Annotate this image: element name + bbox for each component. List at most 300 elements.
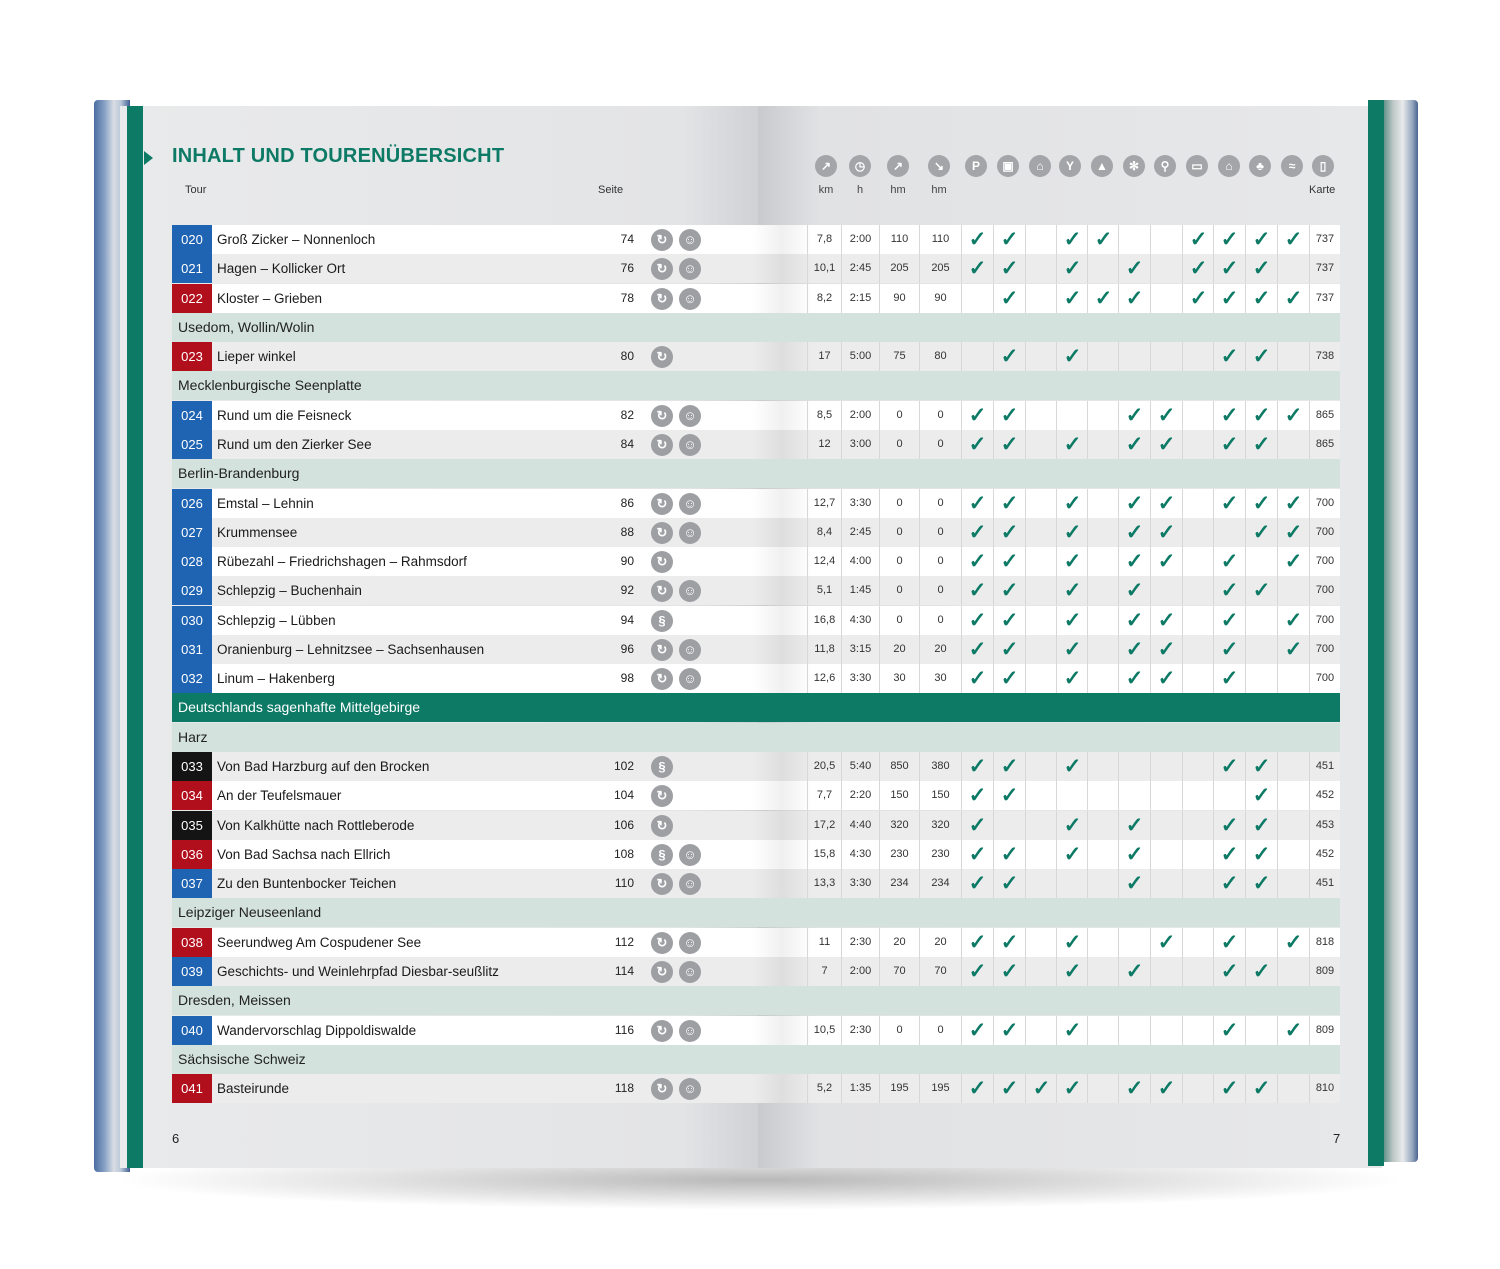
- tour-ascent: 20: [879, 928, 919, 957]
- feature-check-hut-icon: [1087, 576, 1119, 605]
- tour-descent: 320: [919, 811, 961, 840]
- tour-map: 700: [1309, 576, 1340, 605]
- feature-check-bike-icon: ✓: [1150, 635, 1182, 664]
- feature-check-forest-icon: ✓: [1245, 518, 1277, 547]
- feature-check-cable-car-icon: [1025, 547, 1057, 576]
- feature-check-bike-icon: ✓: [1150, 606, 1182, 635]
- family-bear-icon: ☺: [679, 668, 701, 690]
- feature-check-accommodation-icon: [1182, 489, 1214, 518]
- feature-check-accommodation-icon: [1182, 430, 1214, 459]
- feature-check-restaurant-icon: ✓: [1056, 284, 1088, 313]
- tour-ascent: 0: [879, 576, 919, 605]
- feature-check-swimming-icon: ✓: [1277, 401, 1309, 430]
- linear-tour-icon: §: [651, 844, 673, 866]
- feature-check-public-transport-icon: [993, 811, 1025, 840]
- tour-km: 7,8: [807, 225, 841, 254]
- feature-check-accommodation-icon: [1182, 752, 1214, 781]
- tour-descent: 90: [919, 284, 961, 313]
- round-tour-icon: ↻: [651, 493, 673, 515]
- feature-check-restaurant-icon: [1056, 869, 1088, 898]
- tour-name[interactable]: Rund um die Feisneck: [217, 407, 352, 423]
- feature-check-public-transport-icon: ✓: [993, 840, 1025, 869]
- feature-check-cable-car-icon: [1025, 225, 1057, 254]
- header-hm-down: hm: [931, 184, 947, 196]
- feature-check-winter-icon: ✓: [1118, 576, 1150, 605]
- feature-check-restaurant-icon: ✓: [1056, 811, 1088, 840]
- section-header: [172, 1045, 1340, 1074]
- swimming-icon: ≈: [1281, 155, 1303, 177]
- feature-check-forest-icon: ✓: [1245, 840, 1277, 869]
- tour-number: 034: [172, 781, 212, 810]
- feature-check-swimming-icon: ✓: [1277, 928, 1309, 957]
- feature-check-winter-icon: [1118, 752, 1150, 781]
- feature-check-museum-icon: ✓: [1213, 957, 1245, 986]
- feature-check-cable-car-icon: [1025, 752, 1057, 781]
- tour-map: 865: [1309, 430, 1340, 459]
- gutter-shade: [752, 547, 812, 576]
- feature-check-cable-car-icon: [1025, 254, 1057, 283]
- forest-icon: ♣: [1249, 155, 1271, 177]
- table-row: [172, 576, 1340, 605]
- winter-icon: ✻: [1123, 155, 1145, 177]
- feature-check-restaurant-icon: ✓: [1056, 576, 1088, 605]
- section-header: [172, 459, 1340, 488]
- feature-check-restaurant-icon: ✓: [1056, 342, 1088, 371]
- tour-page: 94: [620, 612, 634, 627]
- feature-check-museum-icon: ✓: [1213, 225, 1245, 254]
- feature-check-winter-icon: [1118, 1016, 1150, 1045]
- tour-km: 11,8: [807, 635, 841, 664]
- tour-page: 104: [613, 788, 634, 803]
- feature-check-bike-icon: [1150, 1016, 1182, 1045]
- feature-check-parking-icon: ✓: [961, 547, 993, 576]
- tour-descent: 205: [919, 254, 961, 283]
- feature-check-forest-icon: ✓: [1245, 781, 1277, 810]
- tour-map: 700: [1309, 664, 1340, 693]
- feature-check-winter-icon: ✓: [1118, 284, 1150, 313]
- gutter-shade: [752, 254, 812, 283]
- feature-check-forest-icon: ✓: [1245, 811, 1277, 840]
- feature-check-swimming-icon: ✓: [1277, 635, 1309, 664]
- tour-km: 8,2: [807, 284, 841, 313]
- tour-name[interactable]: Wandervorschlag Dippoldiswalde: [217, 1022, 417, 1038]
- family-bear-icon: ☺: [679, 1020, 701, 1042]
- feature-check-winter-icon: [1118, 225, 1150, 254]
- tour-descent: 20: [919, 928, 961, 957]
- feature-check-cable-car-icon: [1025, 635, 1057, 664]
- tour-page: 116: [614, 1022, 634, 1037]
- round-tour-icon: ↻: [651, 258, 673, 280]
- header-km: km: [818, 184, 834, 196]
- round-tour-icon: ↻: [651, 961, 673, 983]
- feature-check-parking-icon: ✓: [961, 1074, 993, 1103]
- feature-check-winter-icon: ✓: [1118, 518, 1150, 547]
- feature-check-restaurant-icon: [1056, 781, 1088, 810]
- feature-check-parking-icon: ✓: [961, 752, 993, 781]
- section-label: Harz: [178, 728, 208, 745]
- feature-check-winter-icon: ✓: [1118, 547, 1150, 576]
- tour-name[interactable]: Seerundweg Am Cospudener See: [217, 934, 422, 950]
- tour-map: 810: [1309, 1074, 1340, 1103]
- feature-check-forest-icon: ✓: [1245, 957, 1277, 986]
- feature-check-hut-icon: ✓: [1087, 225, 1119, 254]
- header-tour: Tour: [185, 184, 207, 196]
- feature-check-swimming-icon: ✓: [1277, 1016, 1309, 1045]
- tour-name[interactable]: Kloster – Grieben: [217, 290, 323, 306]
- feature-check-hut-icon: [1087, 401, 1119, 430]
- tour-name[interactable]: Oranienburg – Lehnitzsee – Sachsenhausen: [217, 641, 485, 657]
- tour-duration: 2:20: [841, 781, 879, 810]
- feature-check-museum-icon: ✓: [1213, 254, 1245, 283]
- feature-check-accommodation-icon: [1182, 869, 1214, 898]
- tour-number: 033: [172, 752, 212, 781]
- tour-page: 78: [620, 290, 634, 305]
- tour-name[interactable]: Rund um den Zierker See: [217, 436, 372, 452]
- feature-check-parking-icon: ✓: [961, 489, 993, 518]
- tour-ascent: 230: [879, 840, 919, 869]
- clock-icon: ◷: [849, 155, 871, 177]
- feature-check-cable-car-icon: [1025, 606, 1057, 635]
- feature-check-public-transport-icon: ✓: [993, 254, 1025, 283]
- tour-number: 041: [172, 1074, 212, 1103]
- feature-check-restaurant-icon: [1056, 401, 1088, 430]
- feature-check-swimming-icon: [1277, 869, 1309, 898]
- feature-check-parking-icon: ✓: [961, 840, 993, 869]
- feature-check-public-transport-icon: ✓: [993, 664, 1025, 693]
- feature-check-swimming-icon: [1277, 840, 1309, 869]
- feature-check-parking-icon: ✓: [961, 957, 993, 986]
- round-tour-icon: ↻: [651, 1020, 673, 1042]
- feature-check-winter-icon: ✓: [1118, 811, 1150, 840]
- tour-ascent: 110: [879, 225, 919, 254]
- feature-check-public-transport-icon: ✓: [993, 606, 1025, 635]
- gutter-shade: [752, 225, 812, 254]
- tour-page: 114: [614, 964, 634, 978]
- feature-check-winter-icon: ✓: [1118, 489, 1150, 518]
- tour-name[interactable]: Von Kalkhütte nach Rottleberode: [217, 817, 415, 833]
- cable-car-icon: ⌂: [1029, 155, 1051, 177]
- tour-name[interactable]: Rübezahl – Friedrichshagen – Rahmsdorf: [217, 554, 467, 570]
- tour-name[interactable]: Von Bad Sachsa nach Ellrich: [217, 846, 391, 862]
- tour-page: 112: [614, 934, 634, 949]
- tour-map: 700: [1309, 518, 1340, 547]
- tour-duration: 3:30: [841, 869, 879, 898]
- section-label: Sächsische Schweiz: [178, 1050, 306, 1067]
- tour-ascent: 0: [879, 401, 919, 430]
- gutter-shade: [752, 811, 812, 840]
- feature-check-forest-icon: ✓: [1245, 254, 1277, 283]
- tour-page: 102: [613, 759, 634, 774]
- round-tour-icon: ↻: [651, 522, 673, 544]
- feature-check-winter-icon: ✓: [1118, 840, 1150, 869]
- linear-tour-icon: §: [651, 610, 673, 632]
- tour-km: 13,3: [807, 869, 841, 898]
- feature-check-accommodation-icon: [1182, 576, 1214, 605]
- feature-check-public-transport-icon: ✓: [993, 489, 1025, 518]
- feature-check-swimming-icon: [1277, 957, 1309, 986]
- feature-check-accommodation-icon: [1182, 957, 1214, 986]
- feature-check-public-transport-icon: ✓: [993, 635, 1025, 664]
- bike-icon: ⚲: [1154, 155, 1176, 177]
- tour-duration: 2:30: [841, 928, 879, 957]
- gutter-shade: [752, 928, 812, 957]
- round-tour-icon: ↻: [651, 1078, 673, 1100]
- tour-number: 024: [172, 401, 212, 430]
- feature-check-parking-icon: [961, 284, 993, 313]
- tour-map: 700: [1309, 547, 1340, 576]
- tour-duration: 2:45: [841, 254, 879, 283]
- feature-check-museum-icon: ✓: [1213, 342, 1245, 371]
- feature-check-swimming-icon: ✓: [1277, 606, 1309, 635]
- tour-ascent: 150: [879, 781, 919, 810]
- section-label: Deutschlands sagenhafte Mittelgebirge: [178, 699, 421, 716]
- feature-check-museum-icon: ✓: [1213, 664, 1245, 693]
- page-number-right: 7: [1333, 1131, 1341, 1146]
- tour-name[interactable]: Schlepzig – Lübben: [217, 612, 336, 628]
- tour-name[interactable]: Schlepzig – Buchenhain: [217, 583, 362, 599]
- feature-check-museum-icon: ✓: [1213, 1016, 1245, 1045]
- feature-check-bike-icon: ✓: [1150, 401, 1182, 430]
- feature-check-museum-icon: ✓: [1213, 547, 1245, 576]
- tour-km: 5,2: [807, 1074, 841, 1103]
- tour-descent: 80: [919, 342, 961, 371]
- family-bear-icon: ☺: [679, 493, 701, 515]
- tour-ascent: 0: [879, 606, 919, 635]
- feature-check-swimming-icon: ✓: [1277, 489, 1309, 518]
- table-row: [172, 664, 1340, 693]
- feature-check-restaurant-icon: ✓: [1056, 752, 1088, 781]
- feature-check-hut-icon: [1087, 254, 1119, 283]
- feature-check-public-transport-icon: ✓: [993, 518, 1025, 547]
- feature-check-hut-icon: [1087, 869, 1119, 898]
- tour-map: 451: [1309, 869, 1340, 898]
- feature-check-cable-car-icon: [1025, 957, 1057, 986]
- feature-check-cable-car-icon: [1025, 928, 1057, 957]
- tour-descent: 110: [919, 225, 961, 254]
- tour-duration: 2:30: [841, 1016, 879, 1045]
- feature-check-winter-icon: ✓: [1118, 254, 1150, 283]
- feature-check-winter-icon: [1118, 781, 1150, 810]
- tour-number: 031: [172, 635, 212, 664]
- tour-page: 110: [614, 876, 634, 891]
- museum-icon: ⌂: [1218, 155, 1240, 177]
- tour-duration: 1:45: [841, 576, 879, 605]
- tour-duration: 2:00: [841, 225, 879, 254]
- tour-name[interactable]: An der Teufelsmauer: [217, 788, 342, 804]
- round-tour-icon: ↻: [651, 668, 673, 690]
- tour-km: 8,4: [807, 518, 841, 547]
- tour-page: 118: [614, 1081, 634, 1096]
- tour-km: 11: [807, 928, 841, 957]
- feature-check-public-transport-icon: ✓: [993, 1074, 1025, 1103]
- tour-name[interactable]: Emstal – Lehnin: [217, 495, 314, 511]
- feature-check-swimming-icon: [1277, 254, 1309, 283]
- section-label: Mecklenburgische Seenplatte: [178, 377, 362, 394]
- tour-descent: 0: [919, 576, 961, 605]
- tour-page: 76: [620, 261, 634, 276]
- feature-check-parking-icon: [961, 342, 993, 371]
- feature-check-museum-icon: ✓: [1213, 869, 1245, 898]
- feature-check-parking-icon: ✓: [961, 576, 993, 605]
- feature-check-bike-icon: [1150, 957, 1182, 986]
- tour-duration: 3:30: [841, 664, 879, 693]
- feature-check-museum-icon: ✓: [1213, 284, 1245, 313]
- tour-km: 12,7: [807, 489, 841, 518]
- feature-check-public-transport-icon: ✓: [993, 1016, 1025, 1045]
- feature-check-forest-icon: ✓: [1245, 401, 1277, 430]
- tour-descent: 195: [919, 1074, 961, 1103]
- feature-check-accommodation-icon: [1182, 664, 1214, 693]
- tour-page: 88: [620, 524, 634, 539]
- tour-ascent: 195: [879, 1074, 919, 1103]
- tour-ascent: 20: [879, 635, 919, 664]
- feature-check-forest-icon: [1245, 1016, 1277, 1045]
- tour-km: 8,5: [807, 401, 841, 430]
- section-header: [172, 313, 1340, 342]
- tour-descent: 0: [919, 547, 961, 576]
- header-hm-up: hm: [890, 184, 906, 196]
- family-bear-icon: ☺: [679, 961, 701, 983]
- feature-check-parking-icon: ✓: [961, 781, 993, 810]
- table-row: [172, 811, 1340, 840]
- tour-km: 10,1: [807, 254, 841, 283]
- feature-check-hut-icon: [1087, 752, 1119, 781]
- tour-page: 80: [620, 349, 634, 364]
- feature-check-hut-icon: [1087, 781, 1119, 810]
- tour-name[interactable]: Hagen – Kollicker Ort: [217, 261, 346, 277]
- feature-check-swimming-icon: [1277, 664, 1309, 693]
- tour-descent: 0: [919, 401, 961, 430]
- tour-number: 022: [172, 284, 212, 313]
- feature-check-cable-car-icon: [1025, 576, 1057, 605]
- feature-check-hut-icon: [1087, 518, 1119, 547]
- feature-check-accommodation-icon: [1182, 840, 1214, 869]
- feature-check-restaurant-icon: ✓: [1056, 1074, 1088, 1103]
- tour-duration: 4:00: [841, 547, 879, 576]
- tour-page: 74: [620, 232, 634, 246]
- tour-name[interactable]: Groß Zicker – Nonnenloch: [217, 232, 376, 247]
- section-header: [172, 898, 1340, 927]
- feature-check-accommodation-icon: ✓: [1182, 225, 1214, 254]
- feature-check-public-transport-icon: ✓: [993, 957, 1025, 986]
- section-label: Dresden, Meissen: [178, 992, 291, 1009]
- downhill-icon: ↘: [928, 155, 950, 177]
- round-tour-icon: ↻: [651, 785, 673, 807]
- table-row: [172, 489, 1340, 518]
- tour-descent: 30: [919, 664, 961, 693]
- feature-check-winter-icon: ✓: [1118, 869, 1150, 898]
- title-arrow-icon: [144, 151, 153, 165]
- feature-check-accommodation-icon: [1182, 547, 1214, 576]
- feature-check-accommodation-icon: ✓: [1182, 254, 1214, 283]
- section-label: Leipziger Neuseenland: [178, 904, 322, 921]
- table-row: [172, 547, 1340, 576]
- tour-km: 5,1: [807, 576, 841, 605]
- tour-ascent: 0: [879, 430, 919, 459]
- tour-ascent: 205: [879, 254, 919, 283]
- tour-ascent: 320: [879, 811, 919, 840]
- tour-number: 026: [172, 489, 212, 518]
- tour-page: 108: [613, 846, 634, 861]
- tour-page: 106: [613, 817, 634, 832]
- table-row: [172, 401, 1340, 430]
- feature-check-bike-icon: [1150, 869, 1182, 898]
- feature-check-winter-icon: ✓: [1118, 635, 1150, 664]
- feature-check-hut-icon: [1087, 547, 1119, 576]
- feature-check-public-transport-icon: ✓: [993, 547, 1025, 576]
- feature-check-swimming-icon: ✓: [1277, 547, 1309, 576]
- round-tour-icon: ↻: [651, 580, 673, 602]
- feature-check-parking-icon: ✓: [961, 1016, 993, 1045]
- tour-number: 036: [172, 840, 212, 869]
- left-accent-bar: [127, 106, 143, 1168]
- feature-check-museum-icon: ✓: [1213, 811, 1245, 840]
- feature-check-accommodation-icon: [1182, 401, 1214, 430]
- family-bear-icon: ☺: [679, 258, 701, 280]
- feature-check-museum-icon: ✓: [1213, 606, 1245, 635]
- gutter-shade: [752, 752, 812, 781]
- feature-check-public-transport-icon: ✓: [993, 752, 1025, 781]
- tour-duration: 4:40: [841, 811, 879, 840]
- table-row: [172, 225, 1340, 254]
- feature-check-parking-icon: ✓: [961, 664, 993, 693]
- tour-km: 12,4: [807, 547, 841, 576]
- tour-map: 700: [1309, 489, 1340, 518]
- tour-descent: 150: [919, 781, 961, 810]
- feature-check-public-transport-icon: ✓: [993, 576, 1025, 605]
- tour-map: 738: [1309, 342, 1340, 371]
- tour-name[interactable]: Lieper winkel: [217, 349, 296, 365]
- feature-check-accommodation-icon: [1182, 811, 1214, 840]
- table-row: [172, 284, 1340, 313]
- table-row: [172, 781, 1340, 810]
- feature-check-accommodation-icon: ✓: [1182, 284, 1214, 313]
- tour-duration: 5:40: [841, 752, 879, 781]
- gutter-shade: [752, 664, 812, 693]
- feature-check-cable-car-icon: [1025, 1016, 1057, 1045]
- family-bear-icon: ☺: [679, 844, 701, 866]
- tour-name[interactable]: Linum – Hakenberg: [217, 671, 335, 687]
- feature-check-forest-icon: ✓: [1245, 1074, 1277, 1103]
- family-bear-icon: ☺: [679, 434, 701, 456]
- feature-check-hut-icon: [1087, 811, 1119, 840]
- feature-check-parking-icon: ✓: [961, 635, 993, 664]
- feature-check-cable-car-icon: [1025, 869, 1057, 898]
- tour-km: 12,6: [807, 664, 841, 693]
- tour-name[interactable]: Geschichts- und Weinlehrpfad Diesbar-seußlitz: [217, 964, 499, 979]
- gutter-shade: [752, 401, 812, 430]
- tour-descent: 70: [919, 957, 961, 986]
- feature-check-winter-icon: ✓: [1118, 1074, 1150, 1103]
- tour-duration: 3:30: [841, 489, 879, 518]
- feature-check-bike-icon: ✓: [1150, 547, 1182, 576]
- tour-number: 038: [172, 928, 212, 957]
- map-icon: ▯: [1312, 155, 1334, 177]
- tour-name[interactable]: Krummensee: [217, 524, 298, 540]
- feature-check-museum-icon: [1213, 518, 1245, 547]
- tour-page: 86: [620, 495, 634, 510]
- gutter-shade: [752, 518, 812, 547]
- tour-number: 032: [172, 664, 212, 693]
- tour-ascent: 0: [879, 518, 919, 547]
- tour-name[interactable]: Von Bad Harzburg auf den Brocken: [217, 759, 430, 775]
- tour-name[interactable]: Zu den Buntenbocker Teichen: [217, 876, 397, 892]
- feature-check-bike-icon: [1150, 225, 1182, 254]
- feature-check-hut-icon: ✓: [1087, 284, 1119, 313]
- tour-name[interactable]: Basteirunde: [217, 1081, 290, 1097]
- feature-check-bike-icon: [1150, 840, 1182, 869]
- hut-icon: ▲: [1091, 155, 1113, 177]
